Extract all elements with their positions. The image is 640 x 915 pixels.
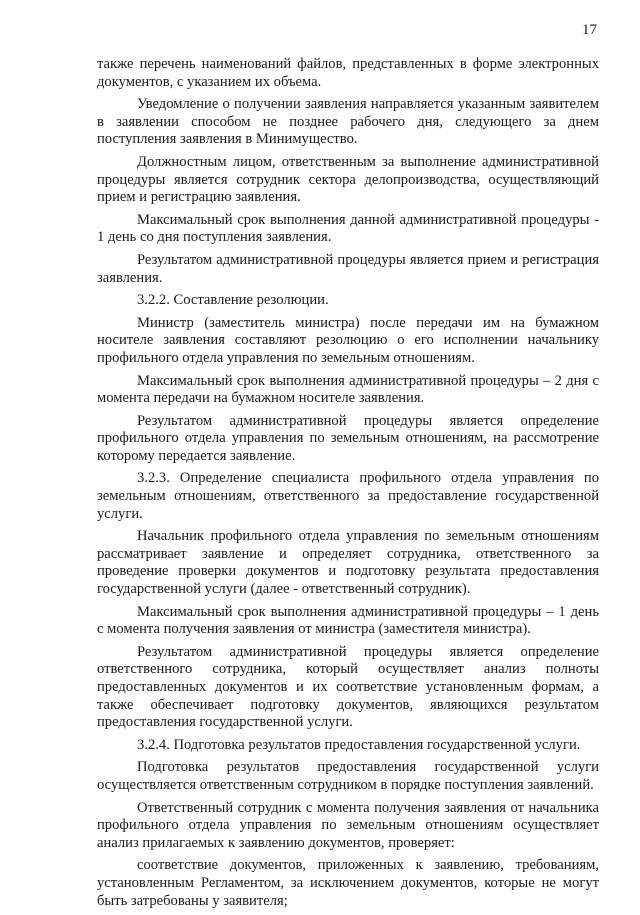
- paragraph: Должностным лицом, ответственным за выполнение административной процедуры является сотрудник сектора делопроизводства, осуществляющий прием и регистрацию заявления.: [97, 153, 599, 206]
- paragraph: Максимальный срок выполнения административной процедуры – 2 дня с момента передачи на бумажном носителе заявления.: [97, 372, 599, 407]
- section-heading: 3.2.2. Составление резолюции.: [137, 292, 329, 309]
- paragraph: Максимальный срок выполнения данной административной процедуры - 1 день со дня поступления заявления.: [97, 211, 599, 246]
- paragraph: Результатом административной процедуры является определение ответственного сотрудника, который осуществляет анализ полноты предоставленных документов и их соответствие установленным формам, а также обеспечивает подготовку документов, являющихся результатом предоставления государственной услуги.: [97, 643, 599, 731]
- paragraph: Министр (заместитель министра) после передачи им на бумажном носителе заявления составляют резолюцию о его исполнении начальнику профильного отдела управления по земельным отношениям.: [97, 314, 599, 366]
- paragraph: Результатом административной процедуры является определение профильного отдела управления по земельным отношениям, на рассмотрение которому передается заявление.: [97, 412, 599, 464]
- section-heading: 3.2.4. Подготовка результатов предоставления государственной услуги.: [137, 736, 581, 753]
- paragraph: Максимальный срок выполнения административной процедуры – 1 день с момента получения заявления от министра (заместителя министра).: [97, 603, 599, 638]
- paragraph: Ответственный сотрудник с момента получения заявления от начальника профильного отдела управления по земельным отношениям осуществляет анализ прилагаемых к заявлению документов, проверяет:: [97, 799, 599, 851]
- document-body: [97, 56, 599, 915]
- paragraph: Результатом административной процедуры является прием и регистрация заявления.: [97, 251, 599, 286]
- section-heading: 3.2.3. Определение специалиста профильного отдела управления по земельным отношениям, ответственного за предоставление государственной услуги.: [97, 470, 599, 522]
- paragraph: Уведомление о получении заявления направляется указанным заявителем в заявлении способом не позднее рабочего дня, следующего за днем поступления заявления в Минимущество.: [97, 96, 599, 148]
- page-number: 17: [582, 22, 597, 38]
- paragraph: Подготовка результатов предоставления государственной услуги осуществляется ответственным сотрудником в порядке поступления заявлений.: [97, 759, 599, 793]
- paragraph: также перечень наименований файлов, представленных в форме электронных документов, с указанием их объема.: [97, 56, 599, 90]
- paragraph: соответствие документов, приложенных к заявлению, требованиям, установленным Регламентом, за исключением документов, которые не могут быть затребованы у заявителя;: [97, 857, 599, 909]
- paragraph: Начальник профильного отдела управления по земельным отношениям рассматривает заявление и определяет сотрудника, ответственного за проведение проверки документов и подготовку результата предоставления государственной услуги (далее - ответственный сотрудник).: [97, 528, 599, 598]
